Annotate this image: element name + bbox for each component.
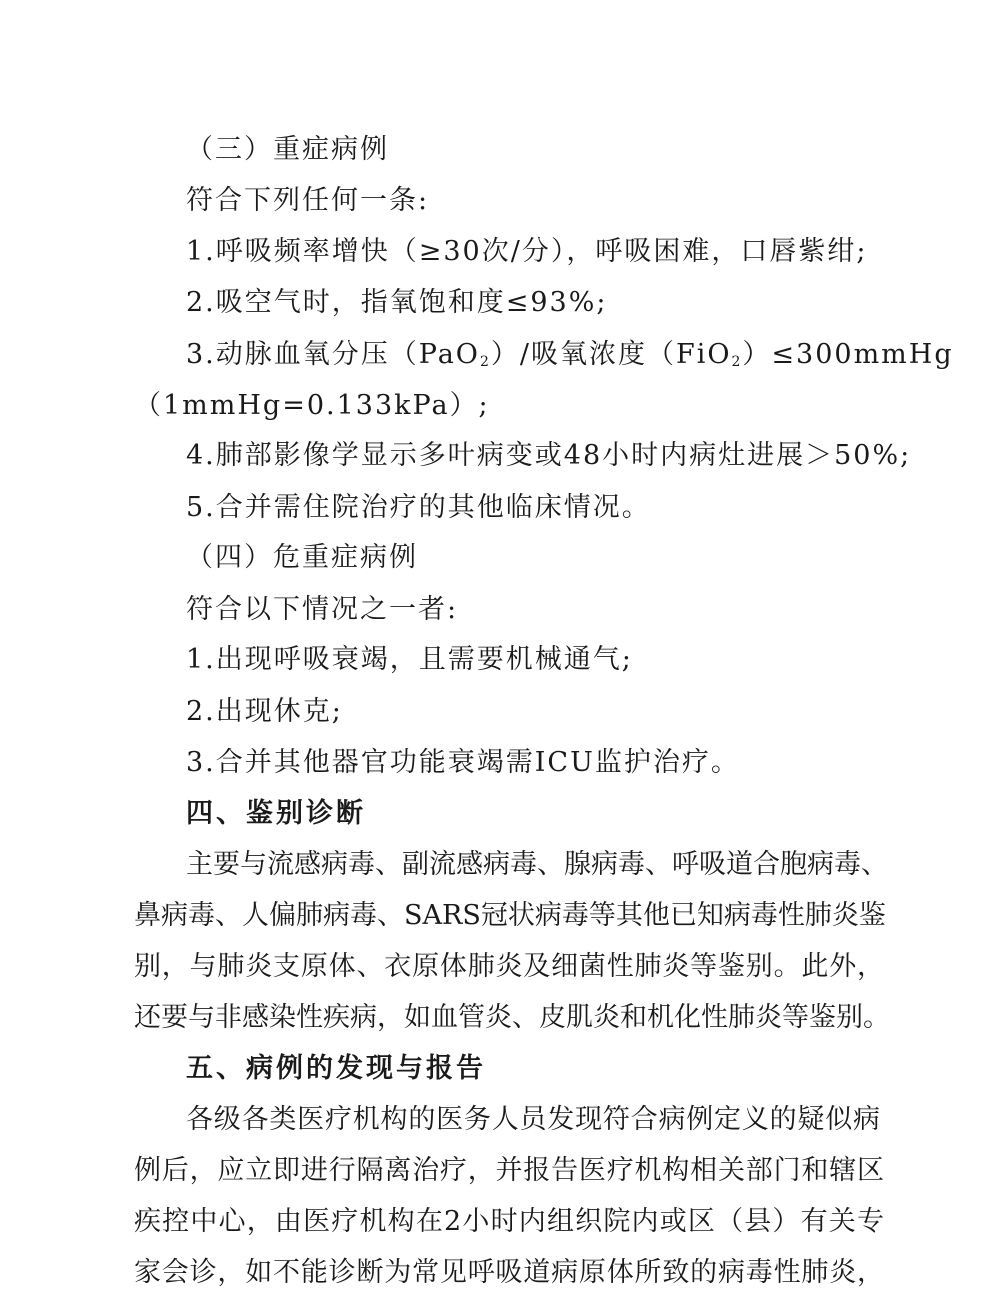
severe-criterion-3-continued: （1mmHg=0.133kPa）; xyxy=(134,390,490,421)
critical-case-heading: （四）危重症病例 xyxy=(186,542,418,573)
severe-criterion-4: 4.肺部影像学显示多叶病变或48小时内病灶进展＞50%; xyxy=(186,440,912,471)
subscript-2: 2 xyxy=(731,354,743,370)
criterion-3-part-b: ）/吸氧浓度（FiO xyxy=(490,339,732,370)
critical-criterion-1: 1.出现呼吸衰竭，且需要机械通气; xyxy=(186,644,633,675)
severe-criterion-5: 5.合并需住院治疗的其他临床情况。 xyxy=(186,492,651,523)
subscript-2: 2 xyxy=(479,354,491,370)
severe-criterion-1: 1.呼吸频率增快（≥30次/分），呼吸困难，口唇紫绀; xyxy=(186,236,868,267)
report-paragraph-line-1: 各级各类医疗机构的医务人员发现符合病例定义的疑似病 xyxy=(186,1104,880,1135)
section-discovery-report-heading: 五、病例的发现与报告 xyxy=(186,1053,486,1084)
criterion-3-part-a: 3.动脉血氧分压（PaO xyxy=(186,339,480,370)
critical-criterion-3: 3.合并其他器官功能衰竭需ICU监护治疗。 xyxy=(186,747,740,778)
differential-paragraph-line-1: 主要与流感病毒、副流感病毒、腺病毒、呼吸道合胞病毒、 xyxy=(186,849,888,880)
report-paragraph-line-4: 家会诊，如不能诊断为常见呼吸道病原体所致的病毒性肺炎， xyxy=(134,1257,884,1288)
differential-paragraph-line-2: 鼻病毒、人偏肺病毒、SARS冠状病毒等其他已知病毒性肺炎鉴 xyxy=(134,900,886,931)
critical-criterion-2: 2.出现休克; xyxy=(186,696,343,727)
severe-criterion-2: 2.吸空气时，指氧饱和度≤93%; xyxy=(186,287,608,318)
severe-criterion-3 xyxy=(186,338,954,379)
severe-case-heading: （三）重症病例 xyxy=(186,134,389,165)
severe-case-intro: 符合下列任何一条: xyxy=(186,185,430,216)
section-differential-diagnosis-heading: 四、鉴别诊断 xyxy=(186,798,366,829)
report-paragraph-line-2: 例后，应立即进行隔离治疗，并报告医疗机构相关部门和辖区 xyxy=(134,1155,884,1186)
critical-case-intro: 符合以下情况之一者: xyxy=(186,594,459,625)
report-paragraph-line-3: 疾控中心，由医疗机构在2小时内组织院内或区（县）有关专 xyxy=(134,1206,884,1237)
criterion-3-part-c: ）≤300mmHg xyxy=(742,339,954,370)
differential-paragraph-line-3: 别，与肺炎支原体、衣原体肺炎及细菌性肺炎等鉴别。此外， xyxy=(134,951,884,982)
differential-paragraph-line-4: 还要与非感染性疾病，如血管炎、皮肌炎和机化性肺炎等鉴别。 xyxy=(134,1002,890,1033)
